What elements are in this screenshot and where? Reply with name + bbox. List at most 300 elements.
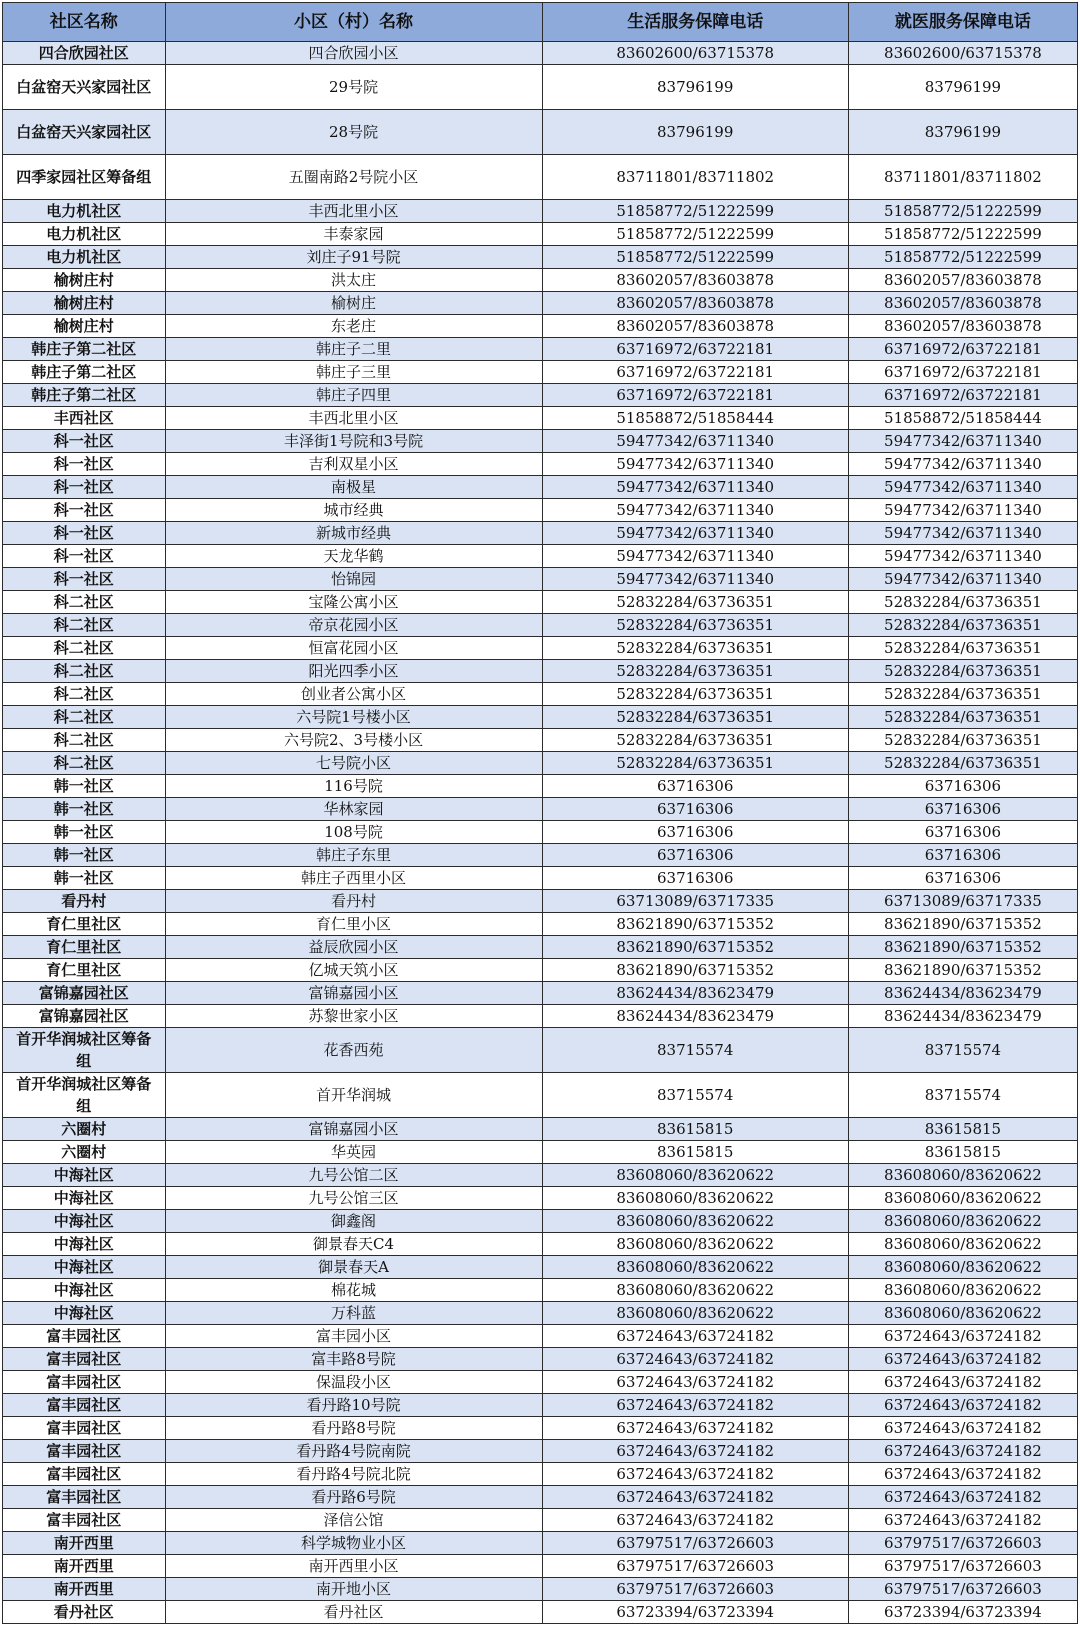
community-cell: 韩庄子第二社区 [3, 384, 166, 407]
community-cell: 南开西里 [3, 1555, 166, 1578]
table-row [3, 1256, 1078, 1279]
table-row [3, 729, 1078, 752]
living-phone-cell: 52832284/63736351 [542, 637, 848, 660]
community-cell: 首开华润城社区筹备组 [3, 1073, 166, 1118]
living-phone-cell: 63724643/63724182 [542, 1486, 848, 1509]
living-phone-cell: 52832284/63736351 [542, 706, 848, 729]
table-row [3, 1440, 1078, 1463]
medical-phone-cell: 59477342/63711340 [848, 453, 1077, 476]
compound-cell: 保温段小区 [165, 1371, 542, 1394]
medical-phone-cell: 63724643/63724182 [848, 1440, 1077, 1463]
living-phone-cell: 83608060/83620622 [542, 1302, 848, 1325]
medical-phone-cell: 52832284/63736351 [848, 637, 1077, 660]
compound-cell: 刘庄子91号院 [165, 246, 542, 269]
medical-phone-cell: 51858772/51222599 [848, 200, 1077, 223]
community-cell: 科一社区 [3, 430, 166, 453]
community-cell: 白盆窑天兴家园社区 [3, 65, 166, 110]
medical-phone-cell: 52832284/63736351 [848, 614, 1077, 637]
table-row [3, 1210, 1078, 1233]
compound-cell: 29号院 [165, 65, 542, 110]
compound-cell: 丰西北里小区 [165, 407, 542, 430]
living-phone-cell: 63797517/63726603 [542, 1532, 848, 1555]
medical-phone-cell: 59477342/63711340 [848, 568, 1077, 591]
compound-cell: 南开地小区 [165, 1578, 542, 1601]
table-row [3, 637, 1078, 660]
table-row [3, 42, 1078, 65]
table-header [3, 3, 1078, 42]
community-cell: 看丹社区 [3, 1601, 166, 1624]
living-phone-cell: 63797517/63726603 [542, 1555, 848, 1578]
compound-cell: 韩庄子西里小区 [165, 867, 542, 890]
table-row [3, 1073, 1078, 1118]
table-row [3, 1463, 1078, 1486]
medical-phone-cell: 83608060/83620622 [848, 1187, 1077, 1210]
header-compound: 小区（村）名称 [165, 3, 542, 42]
living-phone-cell: 63713089/63717335 [542, 890, 848, 913]
medical-phone-cell: 51858772/51222599 [848, 223, 1077, 246]
community-cell: 中海社区 [3, 1256, 166, 1279]
compound-cell: 花香西苑 [165, 1028, 542, 1073]
medical-phone-cell: 83602057/83603878 [848, 292, 1077, 315]
table-row [3, 453, 1078, 476]
medical-phone-cell: 83615815 [848, 1118, 1077, 1141]
header-row [3, 3, 1078, 42]
community-cell: 科一社区 [3, 499, 166, 522]
table-row [3, 430, 1078, 453]
living-phone-cell: 63716972/63722181 [542, 361, 848, 384]
table-row [3, 1302, 1078, 1325]
living-phone-cell: 83796199 [542, 65, 848, 110]
compound-cell: 南极星 [165, 476, 542, 499]
table-row [3, 1141, 1078, 1164]
community-cell: 富丰园社区 [3, 1463, 166, 1486]
table-row [3, 821, 1078, 844]
medical-phone-cell: 83796199 [848, 110, 1077, 155]
table-row [3, 1005, 1078, 1028]
medical-phone-cell: 59477342/63711340 [848, 522, 1077, 545]
community-cell: 中海社区 [3, 1210, 166, 1233]
table-row [3, 614, 1078, 637]
living-phone-cell: 83608060/83620622 [542, 1164, 848, 1187]
compound-cell: 看丹路8号院 [165, 1417, 542, 1440]
living-phone-cell: 52832284/63736351 [542, 591, 848, 614]
community-cell: 育仁里社区 [3, 913, 166, 936]
living-phone-cell: 83608060/83620622 [542, 1187, 848, 1210]
compound-cell: 28号院 [165, 110, 542, 155]
community-cell: 韩庄子第二社区 [3, 361, 166, 384]
table-row [3, 522, 1078, 545]
living-phone-cell: 63716306 [542, 867, 848, 890]
medical-phone-cell: 83711801/83711802 [848, 155, 1077, 200]
living-phone-cell: 51858872/51858444 [542, 407, 848, 430]
community-cell: 科一社区 [3, 476, 166, 499]
living-phone-cell: 63724643/63724182 [542, 1371, 848, 1394]
community-cell: 富丰园社区 [3, 1325, 166, 1348]
compound-cell: 榆树庄 [165, 292, 542, 315]
compound-cell: 新城市经典 [165, 522, 542, 545]
community-cell: 富丰园社区 [3, 1371, 166, 1394]
medical-phone-cell: 63723394/63723394 [848, 1601, 1077, 1624]
table-row [3, 867, 1078, 890]
table-row [3, 591, 1078, 614]
compound-cell: 万科蓝 [165, 1302, 542, 1325]
community-cell: 韩庄子第二社区 [3, 338, 166, 361]
table-row [3, 798, 1078, 821]
living-phone-cell: 63724643/63724182 [542, 1440, 848, 1463]
community-cell: 四季家园社区筹备组 [3, 155, 166, 200]
medical-phone-cell: 63716306 [848, 821, 1077, 844]
medical-phone-cell: 83608060/83620622 [848, 1164, 1077, 1187]
table-row [3, 200, 1078, 223]
community-cell: 富锦嘉园社区 [3, 982, 166, 1005]
compound-cell: 富锦嘉园小区 [165, 982, 542, 1005]
community-cell: 富丰园社区 [3, 1440, 166, 1463]
medical-phone-cell: 59477342/63711340 [848, 545, 1077, 568]
community-cell: 电力机社区 [3, 246, 166, 269]
table-row [3, 1233, 1078, 1256]
medical-phone-cell: 63716972/63722181 [848, 384, 1077, 407]
compound-cell: 御景春天A [165, 1256, 542, 1279]
compound-cell: 看丹路4号院北院 [165, 1463, 542, 1486]
table-row [3, 384, 1078, 407]
community-cell: 科一社区 [3, 453, 166, 476]
table-row [3, 1417, 1078, 1440]
medical-phone-cell: 63724643/63724182 [848, 1371, 1077, 1394]
compound-cell: 六号院1号楼小区 [165, 706, 542, 729]
community-cell: 科一社区 [3, 545, 166, 568]
community-cell: 电力机社区 [3, 200, 166, 223]
compound-cell: 吉利双星小区 [165, 453, 542, 476]
living-phone-cell: 63724643/63724182 [542, 1463, 848, 1486]
table-row [3, 1348, 1078, 1371]
compound-cell: 116号院 [165, 775, 542, 798]
community-cell: 科二社区 [3, 614, 166, 637]
living-phone-cell: 59477342/63711340 [542, 430, 848, 453]
compound-cell: 七号院小区 [165, 752, 542, 775]
community-cell: 富丰园社区 [3, 1486, 166, 1509]
medical-phone-cell: 63716306 [848, 775, 1077, 798]
table-row [3, 1164, 1078, 1187]
compound-cell: 天龙华鹤 [165, 545, 542, 568]
header-living-phone: 生活服务保障电话 [542, 3, 848, 42]
compound-cell: 御景春天C4 [165, 1233, 542, 1256]
living-phone-cell: 83608060/83620622 [542, 1210, 848, 1233]
community-cell: 中海社区 [3, 1279, 166, 1302]
table-row [3, 292, 1078, 315]
compound-cell: 亿城天筑小区 [165, 959, 542, 982]
medical-phone-cell: 63797517/63726603 [848, 1532, 1077, 1555]
medical-phone-cell: 83602600/63715378 [848, 42, 1077, 65]
medical-phone-cell: 52832284/63736351 [848, 683, 1077, 706]
compound-cell: 看丹村 [165, 890, 542, 913]
community-cell: 中海社区 [3, 1164, 166, 1187]
community-cell: 韩一社区 [3, 844, 166, 867]
living-phone-cell: 52832284/63736351 [542, 660, 848, 683]
living-phone-cell: 59477342/63711340 [542, 568, 848, 591]
living-phone-cell: 52832284/63736351 [542, 729, 848, 752]
living-phone-cell: 83621890/63715352 [542, 936, 848, 959]
compound-cell: 五圈南路2号院小区 [165, 155, 542, 200]
compound-cell: 富锦嘉园小区 [165, 1118, 542, 1141]
living-phone-cell: 83602600/63715378 [542, 42, 848, 65]
table-row [3, 407, 1078, 430]
compound-cell: 育仁里小区 [165, 913, 542, 936]
living-phone-cell: 63716306 [542, 775, 848, 798]
living-phone-cell: 83615815 [542, 1141, 848, 1164]
table-row [3, 246, 1078, 269]
medical-phone-cell: 83608060/83620622 [848, 1256, 1077, 1279]
community-cell: 科二社区 [3, 729, 166, 752]
medical-phone-cell: 63716306 [848, 844, 1077, 867]
living-phone-cell: 63716306 [542, 844, 848, 867]
living-phone-cell: 83602057/83603878 [542, 269, 848, 292]
compound-cell: 富丰园小区 [165, 1325, 542, 1348]
compound-cell: 韩庄子二里 [165, 338, 542, 361]
medical-phone-cell: 59477342/63711340 [848, 499, 1077, 522]
community-cell: 中海社区 [3, 1302, 166, 1325]
compound-cell: 怡锦园 [165, 568, 542, 591]
table-row [3, 913, 1078, 936]
table-row [3, 476, 1078, 499]
medical-phone-cell: 52832284/63736351 [848, 591, 1077, 614]
compound-cell: 富丰路8号院 [165, 1348, 542, 1371]
medical-phone-cell: 63797517/63726603 [848, 1555, 1077, 1578]
medical-phone-cell: 63724643/63724182 [848, 1486, 1077, 1509]
medical-phone-cell: 52832284/63736351 [848, 706, 1077, 729]
living-phone-cell: 59477342/63711340 [542, 476, 848, 499]
table-row [3, 223, 1078, 246]
table-row [3, 1279, 1078, 1302]
community-cell: 中海社区 [3, 1233, 166, 1256]
community-cell: 丰西社区 [3, 407, 166, 430]
table-row [3, 361, 1078, 384]
table-row [3, 1371, 1078, 1394]
living-phone-cell: 59477342/63711340 [542, 453, 848, 476]
medical-phone-cell: 83602057/83603878 [848, 315, 1077, 338]
compound-cell: 韩庄子三里 [165, 361, 542, 384]
table-row [3, 110, 1078, 155]
living-phone-cell: 83608060/83620622 [542, 1233, 848, 1256]
table-row [3, 683, 1078, 706]
table-row [3, 315, 1078, 338]
living-phone-cell: 63716972/63722181 [542, 338, 848, 361]
living-phone-cell: 59477342/63711340 [542, 499, 848, 522]
living-phone-cell: 63716972/63722181 [542, 384, 848, 407]
community-cell: 榆树庄村 [3, 269, 166, 292]
table-row [3, 568, 1078, 591]
compound-cell: 泽信公馆 [165, 1509, 542, 1532]
table-row [3, 1509, 1078, 1532]
compound-cell: 东老庄 [165, 315, 542, 338]
medical-phone-cell: 63724643/63724182 [848, 1394, 1077, 1417]
medical-phone-cell: 63716972/63722181 [848, 361, 1077, 384]
living-phone-cell: 83715574 [542, 1073, 848, 1118]
compound-cell: 108号院 [165, 821, 542, 844]
living-phone-cell: 83608060/83620622 [542, 1256, 848, 1279]
community-cell: 科二社区 [3, 637, 166, 660]
table-row [3, 1028, 1078, 1073]
table-row [3, 959, 1078, 982]
medical-phone-cell: 63716306 [848, 798, 1077, 821]
living-phone-cell: 83796199 [542, 110, 848, 155]
medical-phone-cell: 63724643/63724182 [848, 1417, 1077, 1440]
living-phone-cell: 63724643/63724182 [542, 1325, 848, 1348]
community-cell: 韩一社区 [3, 867, 166, 890]
community-cell: 白盆窑天兴家园社区 [3, 110, 166, 155]
living-phone-cell: 51858772/51222599 [542, 200, 848, 223]
community-cell: 六圈村 [3, 1118, 166, 1141]
living-phone-cell: 83621890/63715352 [542, 913, 848, 936]
living-phone-cell: 63723394/63723394 [542, 1601, 848, 1624]
medical-phone-cell: 63716972/63722181 [848, 338, 1077, 361]
community-cell: 中海社区 [3, 1187, 166, 1210]
community-cell: 韩一社区 [3, 821, 166, 844]
medical-phone-cell: 83608060/83620622 [848, 1210, 1077, 1233]
compound-cell: 看丹社区 [165, 1601, 542, 1624]
community-cell: 南开西里 [3, 1532, 166, 1555]
community-cell: 富丰园社区 [3, 1417, 166, 1440]
medical-phone-cell: 63716306 [848, 867, 1077, 890]
medical-phone-cell: 83621890/63715352 [848, 913, 1077, 936]
living-phone-cell: 52832284/63736351 [542, 614, 848, 637]
community-cell: 电力机社区 [3, 223, 166, 246]
living-phone-cell: 63797517/63726603 [542, 1578, 848, 1601]
table-row [3, 1325, 1078, 1348]
medical-phone-cell: 83796199 [848, 65, 1077, 110]
community-cell: 榆树庄村 [3, 315, 166, 338]
compound-cell: 创业者公寓小区 [165, 683, 542, 706]
community-cell: 科二社区 [3, 660, 166, 683]
living-phone-cell: 52832284/63736351 [542, 752, 848, 775]
compound-cell: 看丹路4号院南院 [165, 1440, 542, 1463]
medical-phone-cell: 59477342/63711340 [848, 430, 1077, 453]
compound-cell: 四合欣园小区 [165, 42, 542, 65]
compound-cell: 九号公馆三区 [165, 1187, 542, 1210]
compound-cell: 韩庄子东里 [165, 844, 542, 867]
medical-phone-cell: 83715574 [848, 1073, 1077, 1118]
table-row [3, 775, 1078, 798]
compound-cell: 首开华润城 [165, 1073, 542, 1118]
community-cell: 韩一社区 [3, 798, 166, 821]
living-phone-cell: 83711801/83711802 [542, 155, 848, 200]
community-cell: 科二社区 [3, 591, 166, 614]
community-cell: 南开西里 [3, 1578, 166, 1601]
table-row [3, 338, 1078, 361]
living-phone-cell: 63716306 [542, 798, 848, 821]
living-phone-cell: 83602057/83603878 [542, 315, 848, 338]
community-cell: 育仁里社区 [3, 959, 166, 982]
community-cell: 科二社区 [3, 706, 166, 729]
medical-phone-cell: 51858772/51222599 [848, 246, 1077, 269]
compound-cell: 洪太庄 [165, 269, 542, 292]
compound-cell: 丰泽街1号院和3号院 [165, 430, 542, 453]
living-phone-cell: 83715574 [542, 1028, 848, 1073]
living-phone-cell: 51858772/51222599 [542, 246, 848, 269]
compound-cell: 帝京花园小区 [165, 614, 542, 637]
medical-phone-cell: 83624434/83623479 [848, 982, 1077, 1005]
community-cell: 富丰园社区 [3, 1348, 166, 1371]
compound-cell: 城市经典 [165, 499, 542, 522]
compound-cell: 华林家园 [165, 798, 542, 821]
medical-phone-cell: 83621890/63715352 [848, 959, 1077, 982]
compound-cell: 丰泰家园 [165, 223, 542, 246]
table-row [3, 1601, 1078, 1624]
compound-cell: 益辰欣园小区 [165, 936, 542, 959]
table-row [3, 1532, 1078, 1555]
medical-phone-cell: 83608060/83620622 [848, 1233, 1077, 1256]
medical-phone-cell: 63724643/63724182 [848, 1463, 1077, 1486]
medical-phone-cell: 52832284/63736351 [848, 752, 1077, 775]
table-row [3, 499, 1078, 522]
compound-cell: 御鑫阁 [165, 1210, 542, 1233]
compound-cell: 棉花城 [165, 1279, 542, 1302]
medical-phone-cell: 83608060/83620622 [848, 1279, 1077, 1302]
compound-cell: 九号公馆二区 [165, 1164, 542, 1187]
table-row [3, 1118, 1078, 1141]
medical-phone-cell: 83715574 [848, 1028, 1077, 1073]
living-phone-cell: 59477342/63711340 [542, 522, 848, 545]
compound-cell: 苏黎世家小区 [165, 1005, 542, 1028]
community-cell: 韩一社区 [3, 775, 166, 798]
compound-cell: 华英园 [165, 1141, 542, 1164]
medical-phone-cell: 63724643/63724182 [848, 1325, 1077, 1348]
living-phone-cell: 63716306 [542, 821, 848, 844]
table-row [3, 65, 1078, 110]
living-phone-cell: 59477342/63711340 [542, 545, 848, 568]
medical-phone-cell: 63724643/63724182 [848, 1509, 1077, 1532]
service-phone-table [2, 2, 1078, 1624]
table-row [3, 1486, 1078, 1509]
compound-cell: 六号院2、3号楼小区 [165, 729, 542, 752]
table-row [3, 844, 1078, 867]
community-cell: 科一社区 [3, 568, 166, 591]
living-phone-cell: 83608060/83620622 [542, 1279, 848, 1302]
living-phone-cell: 51858772/51222599 [542, 223, 848, 246]
medical-phone-cell: 52832284/63736351 [848, 729, 1077, 752]
living-phone-cell: 83624434/83623479 [542, 1005, 848, 1028]
living-phone-cell: 52832284/63736351 [542, 683, 848, 706]
table-row [3, 1394, 1078, 1417]
living-phone-cell: 83602057/83603878 [542, 292, 848, 315]
living-phone-cell: 63724643/63724182 [542, 1394, 848, 1417]
living-phone-cell: 63724643/63724182 [542, 1348, 848, 1371]
compound-cell: 丰西北里小区 [165, 200, 542, 223]
community-cell: 六圈村 [3, 1141, 166, 1164]
compound-cell: 看丹路10号院 [165, 1394, 542, 1417]
community-cell: 科二社区 [3, 683, 166, 706]
table-row [3, 752, 1078, 775]
community-cell: 科一社区 [3, 522, 166, 545]
medical-phone-cell: 83608060/83620622 [848, 1302, 1077, 1325]
community-cell: 看丹村 [3, 890, 166, 913]
medical-phone-cell: 59477342/63711340 [848, 476, 1077, 499]
compound-cell: 恒富花园小区 [165, 637, 542, 660]
community-cell: 富锦嘉园社区 [3, 1005, 166, 1028]
medical-phone-cell: 51858872/51858444 [848, 407, 1077, 430]
community-cell: 富丰园社区 [3, 1394, 166, 1417]
header-community: 社区名称 [3, 3, 166, 42]
medical-phone-cell: 63724643/63724182 [848, 1348, 1077, 1371]
compound-cell: 宝隆公寓小区 [165, 591, 542, 614]
table-row [3, 936, 1078, 959]
compound-cell: 南开西里小区 [165, 1555, 542, 1578]
medical-phone-cell: 63797517/63726603 [848, 1578, 1077, 1601]
living-phone-cell: 83621890/63715352 [542, 959, 848, 982]
table-row [3, 1555, 1078, 1578]
table-row [3, 1187, 1078, 1210]
table-row [3, 706, 1078, 729]
community-cell: 富丰园社区 [3, 1509, 166, 1532]
